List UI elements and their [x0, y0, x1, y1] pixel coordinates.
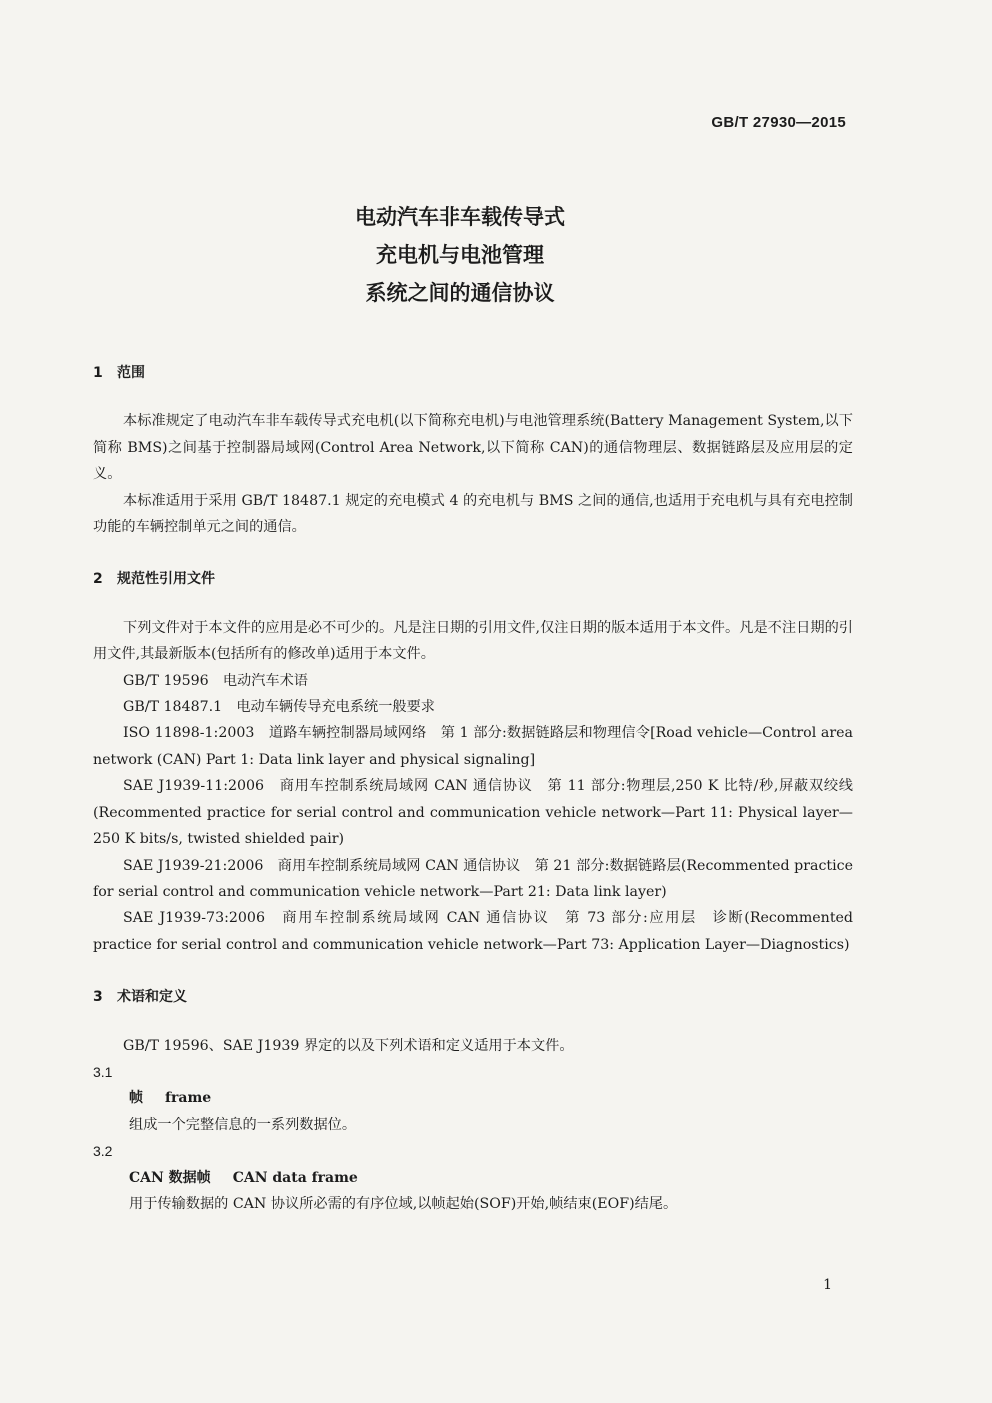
term-name [93, 1085, 853, 1111]
term-definition: 组成一个完整信息的一系列数据位。 [129, 1116, 357, 1133]
term-name-cn: CAN 数据帧 [129, 1169, 211, 1186]
section-number: 3 [93, 989, 103, 1006]
title-line-3: 系统之间的通信协议 [365, 281, 555, 305]
term-name-cn: 帧 [129, 1090, 143, 1107]
term-name-en: frame [165, 1090, 212, 1107]
section-heading-terms-definitions [93, 984, 853, 1010]
paragraph: 本标准适用于采用 GB/T 18487.1 规定的充电模式 4 的充电机与 BMS 之间的通信,也适用于充电机与具有充电控制功能的车辆控制单元之间的通信。 [93, 492, 853, 536]
section-title: 范围 [117, 365, 145, 381]
term-name [93, 1165, 853, 1191]
title-line-1: 电动汽车非车载传导式 [355, 205, 565, 229]
document-body [93, 360, 853, 1217]
term-number: 3.2 [93, 1143, 113, 1160]
reference-item: ISO 11898-1:2003 道路车辆控制器局域网络 第 1 部分:数据链路层和物理信令[Road vehicle—Control area network (CAN) Part 1: Data link layer and physical signaling] [93, 725, 853, 768]
standard-code: GB/T 27930—2015 [711, 114, 846, 131]
reference-list [93, 668, 853, 958]
reference-item: GB/T 18487.1 电动车辆传导充电系统一般要求 [123, 699, 435, 716]
term-name-en: CAN data frame [232, 1169, 358, 1186]
section-title: 术语和定义 [117, 989, 187, 1006]
document-title [0, 198, 920, 312]
term-number: 3.1 [93, 1063, 113, 1080]
page-number: 1 [823, 1277, 832, 1293]
paragraph: 本标准规定了电动汽车非车载传导式充电机(以下简称充电机)与电池管理系统(Battery Management System,以下简称 BMS)之间基于控制器局域网(Control Area Network,以下简称 CAN)的通信物理层、数据链路层及应用层的定义。 [93, 413, 853, 483]
section-heading-scope [93, 360, 853, 386]
title-line-2: 充电机与电池管理 [376, 243, 544, 267]
section-number: 1 [93, 365, 103, 381]
reference-item: GB/T 19596 电动汽车术语 [123, 672, 308, 689]
reference-item: SAE J1939-73:2006 商用车控制系统局域网 CAN 通信协议 第 73 部分:应用层 诊断(Recommented practice for serial control and communication vehicle network—Part 73: Application Layer—Diagnostics) [93, 910, 853, 953]
section-title: 规范性引用文件 [117, 571, 215, 588]
paragraph: 下列文件对于本文件的应用是必不可少的。凡是注日期的引用文件,仅注日期的版本适用于本文件。凡是不注日期的引用文件,其最新版本(包括所有的修改单)适用于本文件。 [93, 619, 853, 663]
term-definition: 用于传输数据的 CAN 协议所必需的有序位域,以帧起始(SOF)开始,帧结束(EOF)结尾。 [129, 1195, 678, 1212]
reference-item: SAE J1939-11:2006 商用车控制系统局域网 CAN 通信协议 第 11 部分:物理层,250 K 比特/秒,屏蔽双绞线(Recommented practice for serial control and communication vehicle network—Part 11: Physical layer—250 K bits/s, twisted shielded pair) [93, 778, 853, 848]
section-number: 2 [93, 571, 103, 588]
paragraph: GB/T 19596、SAE J1939 界定的以及下列术语和定义适用于本文件。 [123, 1037, 574, 1054]
reference-item: SAE J1939-21:2006 商用车控制系统局域网 CAN 通信协议 第 21 部分:数据链路层(Recommented practice for serial control and communication vehicle network—Part 21: Data link layer) [93, 857, 853, 900]
section-heading-normative-references [93, 566, 853, 592]
